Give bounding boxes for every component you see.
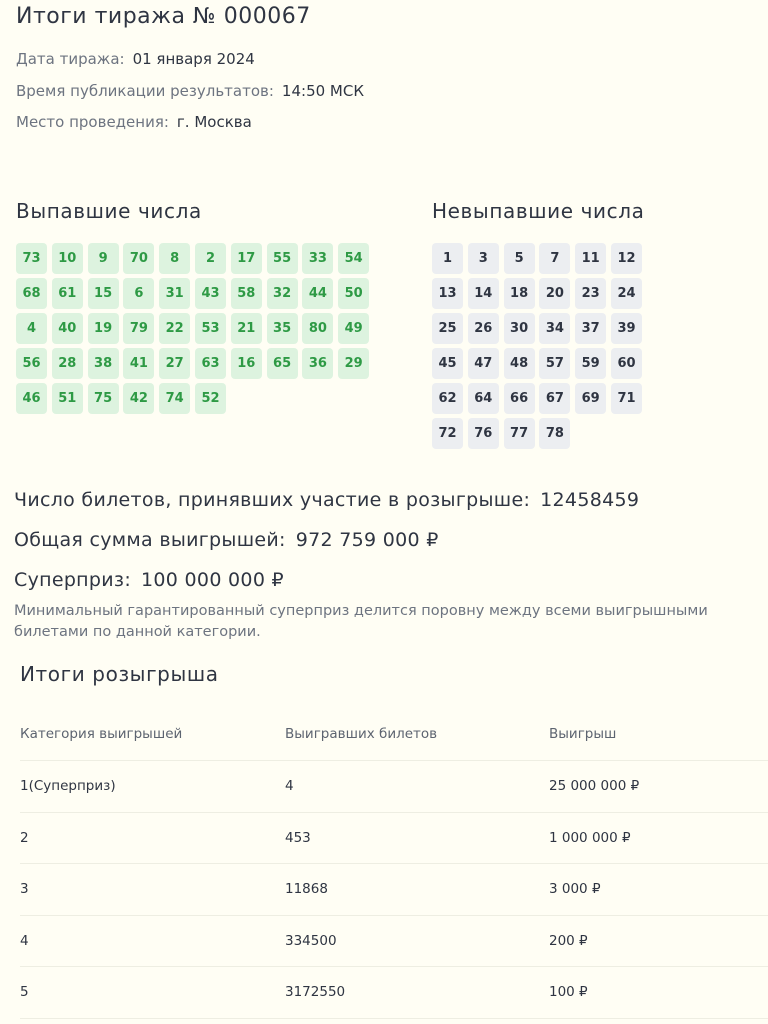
drawn-number: 17	[231, 243, 262, 274]
total-winnings-value: 972 759 000 ₽	[295, 529, 439, 551]
row-tickets: 453	[285, 829, 311, 846]
drawn-number: 52	[195, 383, 226, 414]
draw-date-label: Дата тиража:	[16, 50, 125, 68]
drawn-number: 9	[88, 243, 119, 274]
drawn-number: 10	[52, 243, 83, 274]
table-row	[20, 967, 768, 1019]
drawn-number: 68	[16, 278, 47, 309]
drawn-number: 16	[231, 348, 262, 379]
total-winnings-row	[14, 529, 439, 551]
drawn-number: 56	[16, 348, 47, 379]
drawn-number: 27	[159, 348, 190, 379]
tickets-count-label: Число билетов, принявших участие в розыгрыше:	[14, 489, 531, 511]
drawn-number: 15	[88, 278, 119, 309]
missed-number: 71	[611, 383, 642, 414]
drawn-number: 42	[123, 383, 154, 414]
draw-date-value: 01 января 2024	[132, 50, 255, 68]
row-category: 1(Суперприз)	[20, 778, 116, 795]
drawn-number: 65	[267, 348, 298, 379]
table-row	[20, 864, 768, 916]
drawn-number: 33	[302, 243, 333, 274]
missed-number: 12	[611, 243, 642, 274]
drawn-number: 41	[123, 348, 154, 379]
missed-number: 62	[432, 383, 463, 414]
missed-number: 72	[432, 418, 463, 449]
missed-number: 76	[468, 418, 499, 449]
drawn-number: 73	[16, 243, 47, 274]
drawn-number: 21	[231, 313, 262, 344]
row-prize: 3 000 ₽	[549, 881, 601, 898]
missed-number: 57	[539, 348, 570, 379]
missed-number: 18	[504, 278, 535, 309]
missed-number: 48	[504, 348, 535, 379]
superprize-label: Суперприз:	[14, 569, 132, 591]
row-category: 2	[20, 829, 29, 846]
location-row	[16, 113, 252, 131]
missed-number: 34	[539, 313, 570, 344]
missed-number: 20	[539, 278, 570, 309]
drawn-number: 36	[302, 348, 333, 379]
missed-number: 47	[468, 348, 499, 379]
table-row	[20, 916, 768, 968]
table-row	[20, 813, 768, 865]
missed-number: 3	[468, 243, 499, 274]
table-header-row	[20, 708, 768, 761]
row-prize: 1 000 000 ₽	[549, 829, 631, 846]
missed-number: 78	[539, 418, 570, 449]
drawn-number: 8	[159, 243, 190, 274]
header-category: Категория выигрышей	[20, 726, 183, 742]
results-table	[20, 708, 768, 1019]
missed-number: 66	[504, 383, 535, 414]
drawn-number: 35	[267, 313, 298, 344]
missed-number: 5	[504, 243, 535, 274]
drawn-numbers-title: Выпавшие числа	[16, 199, 202, 223]
drawn-number: 75	[88, 383, 119, 414]
drawn-number: 70	[123, 243, 154, 274]
row-category: 3	[20, 881, 29, 898]
drawn-number: 44	[302, 278, 333, 309]
page-title: Итоги тиража № 000067	[16, 4, 311, 29]
drawn-number: 58	[231, 278, 262, 309]
drawn-number: 74	[159, 383, 190, 414]
publish-time-row	[16, 82, 364, 100]
header-prize: Выигрыш	[549, 726, 617, 742]
missed-number: 60	[611, 348, 642, 379]
superprize-note: Минимальный гарантированный суперприз делится поровну между всеми выигрышными билетами по данной категории.	[14, 603, 708, 640]
missed-number: 59	[575, 348, 606, 379]
drawn-number: 6	[123, 278, 154, 309]
drawn-number: 38	[88, 348, 119, 379]
missed-number: 14	[468, 278, 499, 309]
tickets-count-row	[14, 489, 639, 511]
drawn-number: 28	[52, 348, 83, 379]
missed-number: 64	[468, 383, 499, 414]
row-prize: 25 000 000 ₽	[549, 778, 640, 795]
drawn-number: 80	[302, 313, 333, 344]
drawn-number: 49	[338, 313, 369, 344]
missed-number: 67	[539, 383, 570, 414]
row-tickets: 3172550	[285, 984, 346, 1001]
total-winnings-label: Общая сумма выигрышей:	[14, 529, 286, 551]
location-label: Место проведения:	[16, 113, 169, 131]
missed-number: 24	[611, 278, 642, 309]
drawn-number: 29	[338, 348, 369, 379]
drawn-number: 46	[16, 383, 47, 414]
drawn-number: 22	[159, 313, 190, 344]
missed-number: 69	[575, 383, 606, 414]
drawn-number: 19	[88, 313, 119, 344]
missed-number: 26	[468, 313, 499, 344]
row-tickets: 11868	[285, 881, 328, 898]
missed-number: 13	[432, 278, 463, 309]
drawn-number: 50	[338, 278, 369, 309]
missed-number: 77	[504, 418, 535, 449]
drawn-number: 79	[123, 313, 154, 344]
row-tickets: 334500	[285, 932, 337, 949]
missed-number: 25	[432, 313, 463, 344]
drawn-numbers-grid	[16, 243, 369, 414]
publish-time-label: Время публикации результатов:	[16, 82, 274, 100]
row-tickets: 4	[285, 778, 294, 795]
drawn-number: 61	[52, 278, 83, 309]
drawn-number: 43	[195, 278, 226, 309]
drawn-number: 40	[52, 313, 83, 344]
drawn-number: 31	[159, 278, 190, 309]
superprize-row	[14, 569, 284, 591]
superprize-value: 100 000 000 ₽	[141, 569, 284, 591]
drawn-number: 54	[338, 243, 369, 274]
missed-numbers-grid	[432, 243, 642, 449]
row-category: 5	[20, 984, 29, 1001]
table-row	[20, 761, 768, 813]
missed-number: 11	[575, 243, 606, 274]
results-title: Итоги розыгрыша	[20, 662, 219, 686]
missed-number: 45	[432, 348, 463, 379]
tickets-count-value: 12458459	[540, 489, 640, 511]
missed-numbers-title: Невыпавшие числа	[432, 199, 645, 223]
drawn-number: 63	[195, 348, 226, 379]
drawn-number: 51	[52, 383, 83, 414]
missed-number: 23	[575, 278, 606, 309]
drawn-number: 32	[267, 278, 298, 309]
missed-number: 30	[504, 313, 535, 344]
publish-time-value: 14:50 МСК	[281, 82, 364, 100]
missed-number: 7	[539, 243, 570, 274]
drawn-number: 53	[195, 313, 226, 344]
missed-number: 37	[575, 313, 606, 344]
header-tickets: Выигравших билетов	[285, 726, 438, 742]
location-value: г. Москва	[176, 113, 252, 131]
draw-date-row	[16, 50, 255, 68]
row-category: 4	[20, 932, 29, 949]
drawn-number: 2	[195, 243, 226, 274]
row-prize: 100 ₽	[549, 984, 588, 1001]
row-prize: 200 ₽	[549, 932, 588, 949]
drawn-number: 4	[16, 313, 47, 344]
missed-number: 39	[611, 313, 642, 344]
missed-number: 1	[432, 243, 463, 274]
drawn-number: 55	[267, 243, 298, 274]
